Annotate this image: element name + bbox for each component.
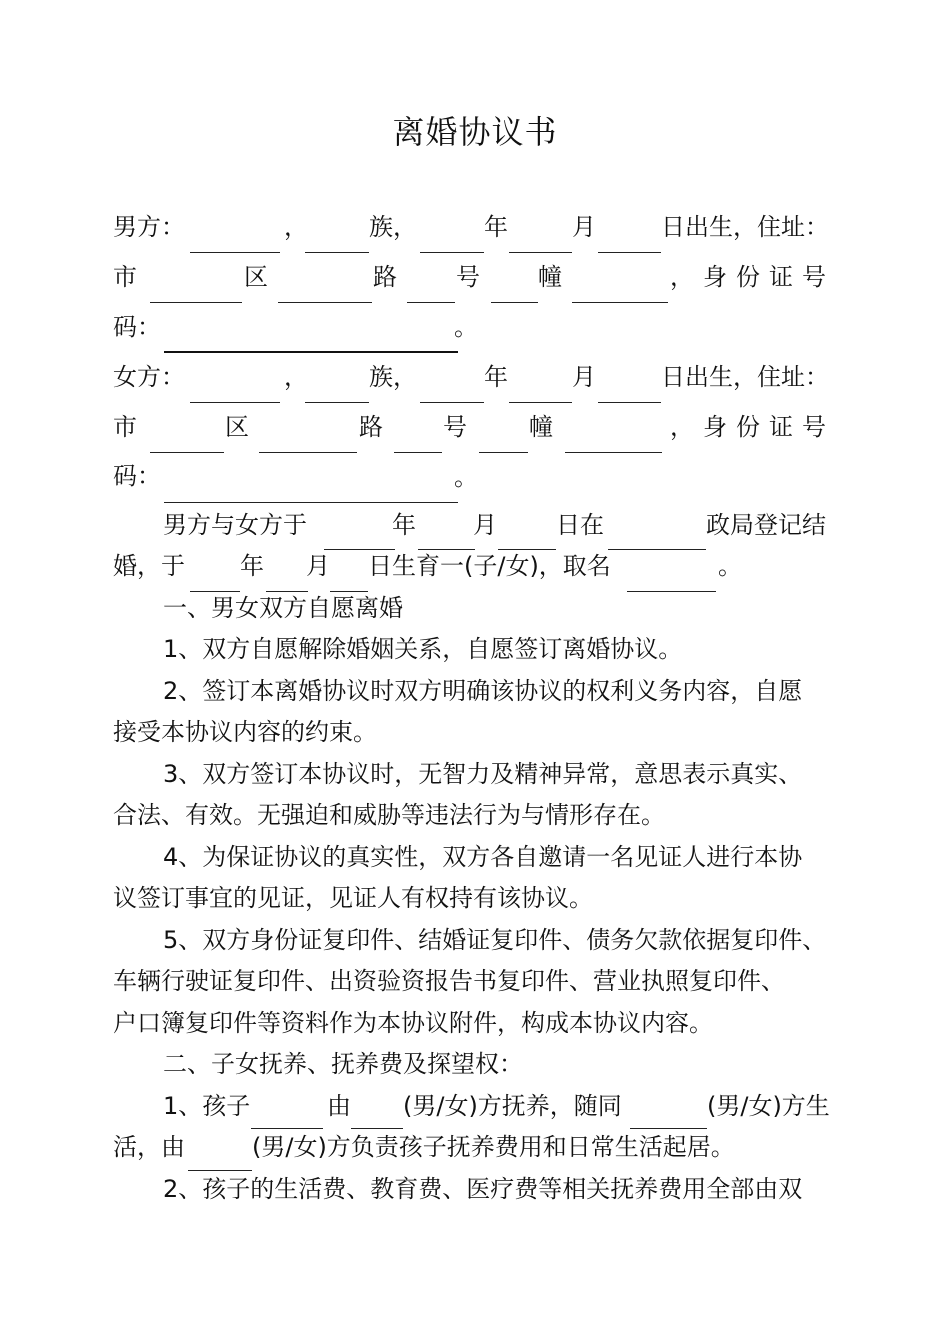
- section2-item1-part2: 由: [327, 1092, 351, 1120]
- male-period: 。: [454, 313, 478, 341]
- female-id-prefix: ，身份证号: [670, 413, 835, 441]
- male-id-code-label: 码：: [113, 313, 161, 341]
- male-id-prefix: ，身份证号: [670, 263, 835, 291]
- male-district-blank[interactable]: [278, 302, 372, 303]
- male-building-label: 幢: [538, 263, 562, 291]
- female-district-label: 区: [225, 413, 249, 441]
- male-ethnic-label: 族，: [369, 213, 417, 241]
- female-period: 。: [454, 463, 478, 491]
- section2-item1-part5: 活，由: [113, 1133, 185, 1161]
- female-year-label: 年: [484, 363, 508, 391]
- male-year-label: 年: [484, 213, 508, 241]
- male-label: 男方：: [113, 213, 185, 241]
- marriage-bureau-label: 政局登记结: [706, 511, 826, 539]
- marriage-bureau-blank[interactable]: [608, 549, 706, 550]
- male-comma: ，: [284, 213, 308, 241]
- section1-item2-line2: 接受本协议内容的约束。: [113, 718, 377, 746]
- child-day-blank[interactable]: [330, 591, 368, 592]
- female-ethnic-blank[interactable]: [305, 402, 369, 403]
- female-road-label: 路: [359, 413, 383, 441]
- marriage-child-label: 日生育一(子/女)，取名: [368, 552, 611, 580]
- section1-item4-line1: 4、为保证协议的真实性，双方各自邀请一名见证人进行本协: [163, 843, 803, 871]
- male-birth-address-label: 日出生，住址：: [661, 213, 829, 241]
- child-name-blank-2[interactable]: [251, 1128, 323, 1129]
- female-id-blank[interactable]: [164, 502, 458, 503]
- section1-item4-line2: 议签订事宜的见证，见证人有权持有该协议。: [113, 884, 593, 912]
- female-city-blank[interactable]: [150, 452, 224, 453]
- female-building-blank[interactable]: [565, 452, 662, 453]
- male-name-blank[interactable]: [190, 252, 280, 253]
- section1-item2-line1: 2、签订本离婚协议时双方明确该协议的权利义务内容，自愿: [163, 677, 803, 705]
- male-district-label: 区: [244, 263, 268, 291]
- male-city-blank[interactable]: [150, 302, 242, 303]
- marriage-end: 。: [718, 552, 742, 580]
- male-city-label: 市: [113, 263, 137, 291]
- marriage-month-label: 月: [473, 511, 497, 539]
- female-ethnic-label: 族，: [369, 363, 417, 391]
- male-month-label: 月: [572, 213, 596, 241]
- female-month-label: 月: [572, 363, 596, 391]
- male-ethnic-blank[interactable]: [305, 252, 369, 253]
- marriage-day-blank[interactable]: [498, 549, 556, 550]
- section1-item3-line2: 合法、有效。无强迫和威胁等违法行为与情形存在。: [113, 801, 665, 829]
- male-number-blank[interactable]: [491, 302, 538, 303]
- section1-heading: 一、男女双方自愿离婚: [163, 594, 403, 622]
- marriage-year-blank[interactable]: [324, 549, 395, 550]
- male-id-blank[interactable]: [164, 351, 458, 353]
- female-number-label: 号: [443, 413, 467, 441]
- section2-item2-line1: 2、孩子的生活费、教育费、医疗费等相关抚养费用全部由双: [163, 1175, 803, 1203]
- section2-item1-part6: (男/女)方负责孩子抚养费用和日常生活起居。: [252, 1133, 735, 1161]
- marriage-intro: 男方与女方于: [163, 511, 307, 539]
- marriage-marry-on: 婚，于: [113, 552, 185, 580]
- male-road-label: 路: [373, 263, 397, 291]
- expense-party-blank[interactable]: [188, 1170, 252, 1171]
- male-day-blank[interactable]: [598, 252, 661, 253]
- female-day-blank[interactable]: [598, 402, 661, 403]
- custodian-blank[interactable]: [351, 1128, 403, 1129]
- marriage-year-label: 年: [392, 511, 416, 539]
- section2-heading: 二、子女抚养、抚养费及探望权：: [163, 1050, 523, 1078]
- female-birth-address-label: 日出生，住址：: [661, 363, 829, 391]
- male-month-blank[interactable]: [509, 252, 572, 253]
- male-number-label: 号: [456, 263, 480, 291]
- document-title: 离婚协议书: [392, 113, 558, 151]
- female-id-code-label: 码：: [113, 462, 161, 490]
- female-district-blank[interactable]: [259, 452, 357, 453]
- female-comma: ，: [284, 363, 308, 391]
- male-road-blank[interactable]: [407, 302, 455, 303]
- section1-item5-line1: 5、双方身份证复印件、结婚证复印件、债务欠款依据复印件、: [163, 926, 827, 954]
- marriage-month2-label: 月: [306, 552, 330, 580]
- male-building-blank[interactable]: [572, 302, 668, 303]
- section1-item5-line2: 车辆行驶证复印件、出资验资报告书复印件、营业执照复印件、: [113, 967, 785, 995]
- section1-item3-line1: 3、双方签订本协议时，无智力及精神异常，意思表示真实、: [163, 760, 803, 788]
- female-number-blank[interactable]: [479, 452, 528, 453]
- female-city-label: 市: [113, 413, 137, 441]
- child-year-blank[interactable]: [190, 591, 240, 592]
- male-year-blank[interactable]: [420, 252, 484, 253]
- child-name-blank[interactable]: [627, 591, 716, 592]
- section1-item5-line3: 户口簿复印件等资料作为本协议附件，构成本协议内容。: [113, 1009, 713, 1037]
- section1-item1: 1、双方自愿解除婚姻关系，自愿签订离婚协议。: [163, 635, 683, 663]
- female-month-blank[interactable]: [509, 402, 572, 403]
- female-name-blank[interactable]: [190, 402, 280, 403]
- child-month-blank[interactable]: [266, 591, 308, 592]
- marriage-day-at-label: 日在: [556, 511, 604, 539]
- section2-item1-part4: (男/女)方生: [707, 1092, 830, 1120]
- female-year-blank[interactable]: [420, 402, 484, 403]
- female-label: 女方：: [113, 363, 185, 391]
- live-with-blank[interactable]: [630, 1128, 707, 1129]
- female-building-label: 幢: [529, 413, 553, 441]
- section2-item1-part1: 1、孩子: [163, 1092, 251, 1120]
- female-road-blank[interactable]: [394, 452, 442, 453]
- marriage-month-blank[interactable]: [418, 549, 475, 550]
- section2-item1-part3: (男/女)方抚养，随同: [403, 1092, 622, 1120]
- marriage-year2-label: 年: [240, 552, 264, 580]
